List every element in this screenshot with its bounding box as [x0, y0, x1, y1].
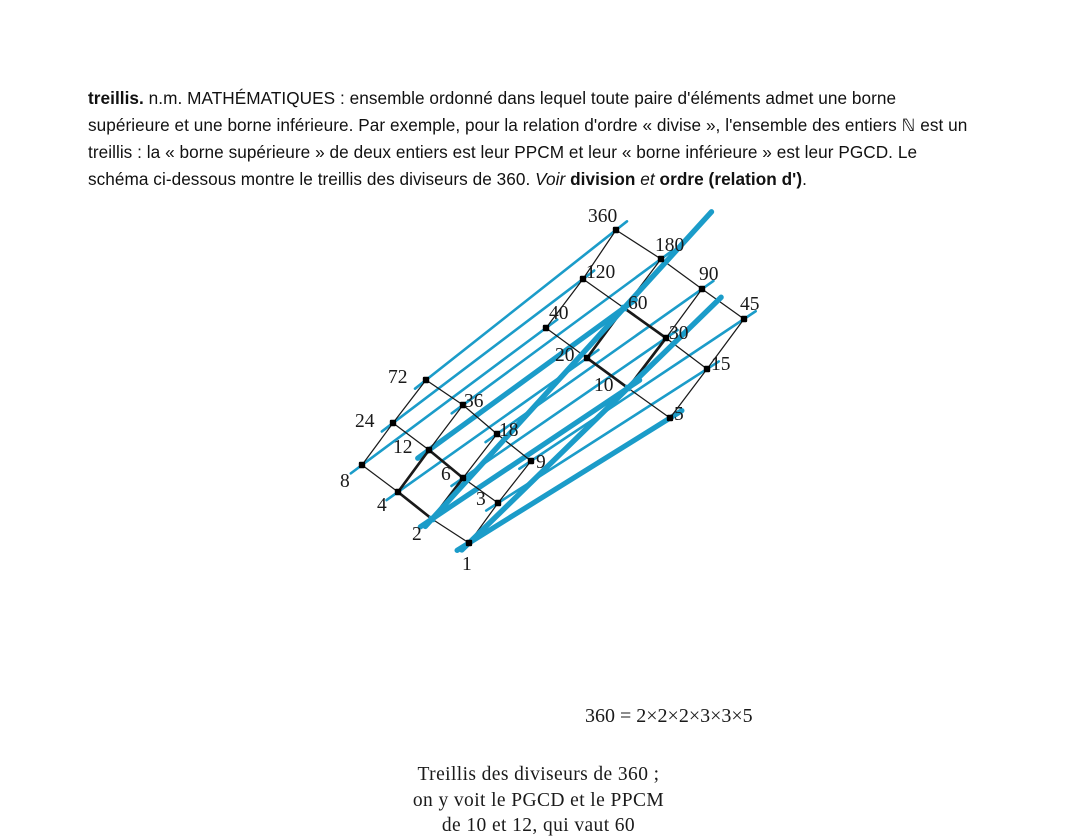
lattice-node-20[interactable]: [584, 355, 590, 361]
lattice-node-60[interactable]: [621, 305, 627, 311]
dictionary-entry: [88, 85, 978, 192]
node-label-72: 72: [388, 367, 408, 388]
multiply-by-2-edge: [432, 519, 469, 543]
lattice-node-360[interactable]: [613, 227, 619, 233]
node-label-9: 9: [536, 452, 546, 473]
node-label-8: 8: [340, 471, 350, 492]
figure-caption: [0, 762, 1077, 839]
node-label-1: 1: [462, 554, 472, 575]
node-label-90: 90: [699, 264, 719, 285]
lattice-node-90[interactable]: [699, 286, 705, 292]
node-label-12: 12: [393, 437, 413, 458]
cross-reference-division[interactable]: division: [570, 168, 636, 189]
node-label-10: 10: [594, 375, 614, 396]
node-label-4: 4: [377, 495, 387, 516]
node-label-24: 24: [355, 411, 375, 432]
lattice-node-12[interactable]: [426, 447, 432, 453]
node-label-15: 15: [711, 354, 731, 375]
lattice-node-8[interactable]: [359, 462, 365, 468]
natural-numbers-symbol: ℕ: [901, 115, 916, 135]
lattice-node-2[interactable]: [429, 516, 435, 522]
et-conjunction: et: [635, 168, 660, 189]
cross-reference-ordre[interactable]: ordre (relation d'): [659, 168, 803, 189]
lattice-node-15[interactable]: [704, 366, 710, 372]
entry-definition-part2: est un treillis : la « borne supérieure » de deux entiers est leur PPCM et leur « borne inférieure » est leur PGCD. Le schéma ci-dessous montre le treillis des diviseurs de 360.: [88, 114, 968, 189]
voir-label: Voir: [535, 168, 571, 189]
lattice-figure: [0, 200, 1077, 836]
headword: treillis.: [88, 88, 144, 109]
multiply-by-2-edge: [583, 279, 624, 308]
lattice-node-9[interactable]: [528, 458, 534, 464]
node-label-45: 45: [740, 294, 760, 315]
lattice-node-5[interactable]: [667, 415, 673, 421]
multiply-by-2-edge: [702, 289, 744, 319]
multiply-by-2-edge: [398, 492, 432, 519]
caption-line-2: on y voit le PGCD et le PPCM: [412, 789, 665, 811]
multiply-by-5-edge: [351, 320, 557, 474]
lattice-node-72[interactable]: [423, 377, 429, 383]
node-label-120: 120: [586, 262, 616, 283]
lattice-node-3[interactable]: [495, 500, 501, 506]
lattice-node-180[interactable]: [658, 256, 664, 262]
lattice-node-4[interactable]: [395, 489, 401, 495]
node-label-180: 180: [655, 235, 685, 256]
lattice-node-24[interactable]: [390, 420, 396, 426]
node-label-3: 3: [476, 489, 486, 510]
lattice-node-45[interactable]: [741, 316, 747, 322]
node-label-20: 20: [555, 345, 575, 366]
lattice-diagram: [0, 200, 1077, 600]
node-label-40: 40: [549, 303, 569, 324]
node-label-18: 18: [499, 420, 519, 441]
node-label-36: 36: [464, 391, 484, 412]
lattice-node-6[interactable]: [460, 475, 466, 481]
factorization-formula: 360 = 2×2×2×3×3×5: [585, 705, 753, 727]
node-label-60: 60: [628, 293, 648, 314]
lattice-node-1[interactable]: [466, 540, 472, 546]
caption-line-1: Treillis des diviseurs de 360 ;: [417, 764, 660, 785]
lattice-node-40[interactable]: [543, 325, 549, 331]
entry-final-period: .: [802, 168, 807, 189]
multiply-by-2-edge: [628, 388, 670, 418]
caption-line-3: de 10 et 12, qui vaut 60: [441, 815, 636, 836]
node-label-5: 5: [674, 404, 684, 425]
entry-definition-part1: n.m. MATHÉMATIQUES : ensemble ordonné dans lequel toute paire d'éléments admet une borne supérieure et une borne inférieure. Par exemple, pour la relation d'ordre « divise », l'ensemble des entiers: [88, 88, 902, 135]
node-label-30: 30: [669, 323, 689, 344]
node-label-360: 360: [588, 206, 618, 227]
node-label-6: 6: [441, 464, 451, 485]
multiply-by-2-edge: [362, 465, 398, 492]
node-label-2: 2: [412, 524, 422, 545]
lattice-node-10[interactable]: [625, 385, 631, 391]
